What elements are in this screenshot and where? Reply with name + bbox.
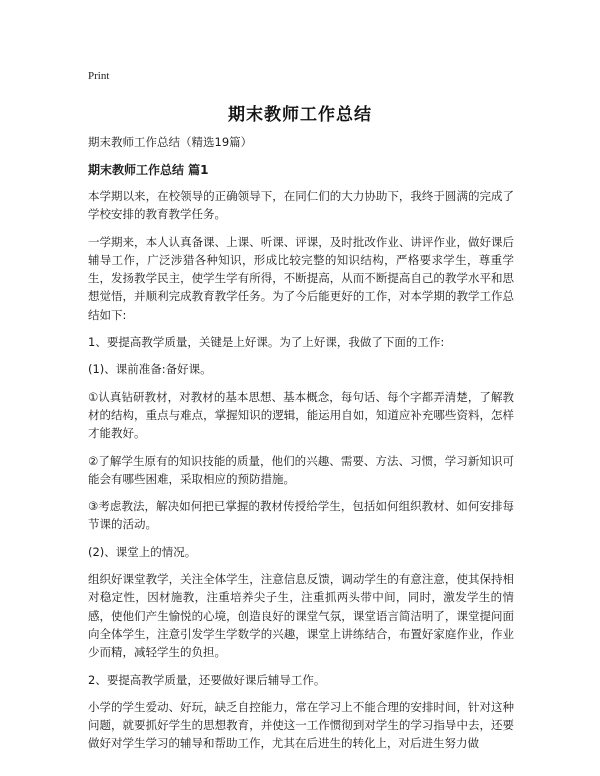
section-heading: 期末教师工作总结 篇1	[88, 163, 209, 177]
paragraph-item-2: ②了解学生原有的知识技能的质量，他们的兴趣、需要、方法、习惯，学习新知识可能会有哪些困难，采取相应的预防措施。	[88, 453, 514, 486]
paragraph-classroom: 组织好课堂教学，关注全体学生，注意信息反馈，调动学生的有意注意，使其保持相对稳定性，因材施教，注重培养尖子生，注重抓两头带中间，同时，激发学生的情感，使他们产生愉悦的心境，创造良好的课堂气氛，课堂语言简洁明了，课堂提问面向全体学生，注意引发学生学数学的兴趣，课堂上讲练结合，布置好家庭作业，作业少而精，减轻学生的负担。	[88, 572, 514, 660]
paragraph-intro: 本学期以来，在校领导的正确领导下，在同仁们的大力协助下，我终于圆满的完成了学校安排的教育教学任务。	[88, 189, 514, 222]
document-body	[88, 133, 514, 762]
paragraph-subpoint-1: (1)、课前准备:备好课。	[88, 362, 212, 377]
paragraph-point-1: 1、要提高教学质量，关键是上好课。为了上好课，我做了下面的工作:	[88, 335, 445, 350]
print-label[interactable]: Print	[88, 70, 110, 82]
paragraph-item-3: ③考虑教法，解决如何把已掌握的教材传授给学生，包括如何组织教材、如何安排每节课的活动。	[88, 499, 514, 532]
paragraph-overview: 一学期来，本人认真备课、上课、听课、评课，及时批改作业、讲评作业，做好课后辅导工作，广泛涉猎各种知识，形成比较完整的知识结构，严格要求学生，尊重学生，发扬教学民主，使学生学有所得，不断提高，从而不断提高自己的教学水平和思想觉悟，并顺利完成教育教学任务。为了今后能更好的工作，对本学期的教学工作总结如下:	[88, 234, 514, 322]
document-subtitle: 期末教师工作总结（精选19篇）	[88, 135, 253, 149]
paragraph-tutoring: 小学的学生爱动、好玩，缺乏自控能力，常在学习上不能合理的安排时间，针对这种问题，就要抓好学生的思想教育，并使这一工作惯彻到对学生的学习指导中去，还要做好对学生学习的辅导和帮助工作，尤其在后进生的转化上，对后进生努力做	[88, 699, 514, 751]
paragraph-item-1: ①认真钻研教材，对教材的基本思想、基本概念，每句话、每个字都弄清楚，了解教材的结构，重点与难点，掌握知识的逻辑，能运用自如，知道应补充哪些资料，怎样才能教好。	[88, 389, 514, 441]
paragraph-subpoint-2: (2)、课堂上的情况。	[88, 544, 197, 559]
page-title: 期末教师工作总结	[228, 105, 372, 125]
paragraph-point-2: 2、要提高教学质量，还要做好课后辅导工作。	[88, 672, 326, 687]
